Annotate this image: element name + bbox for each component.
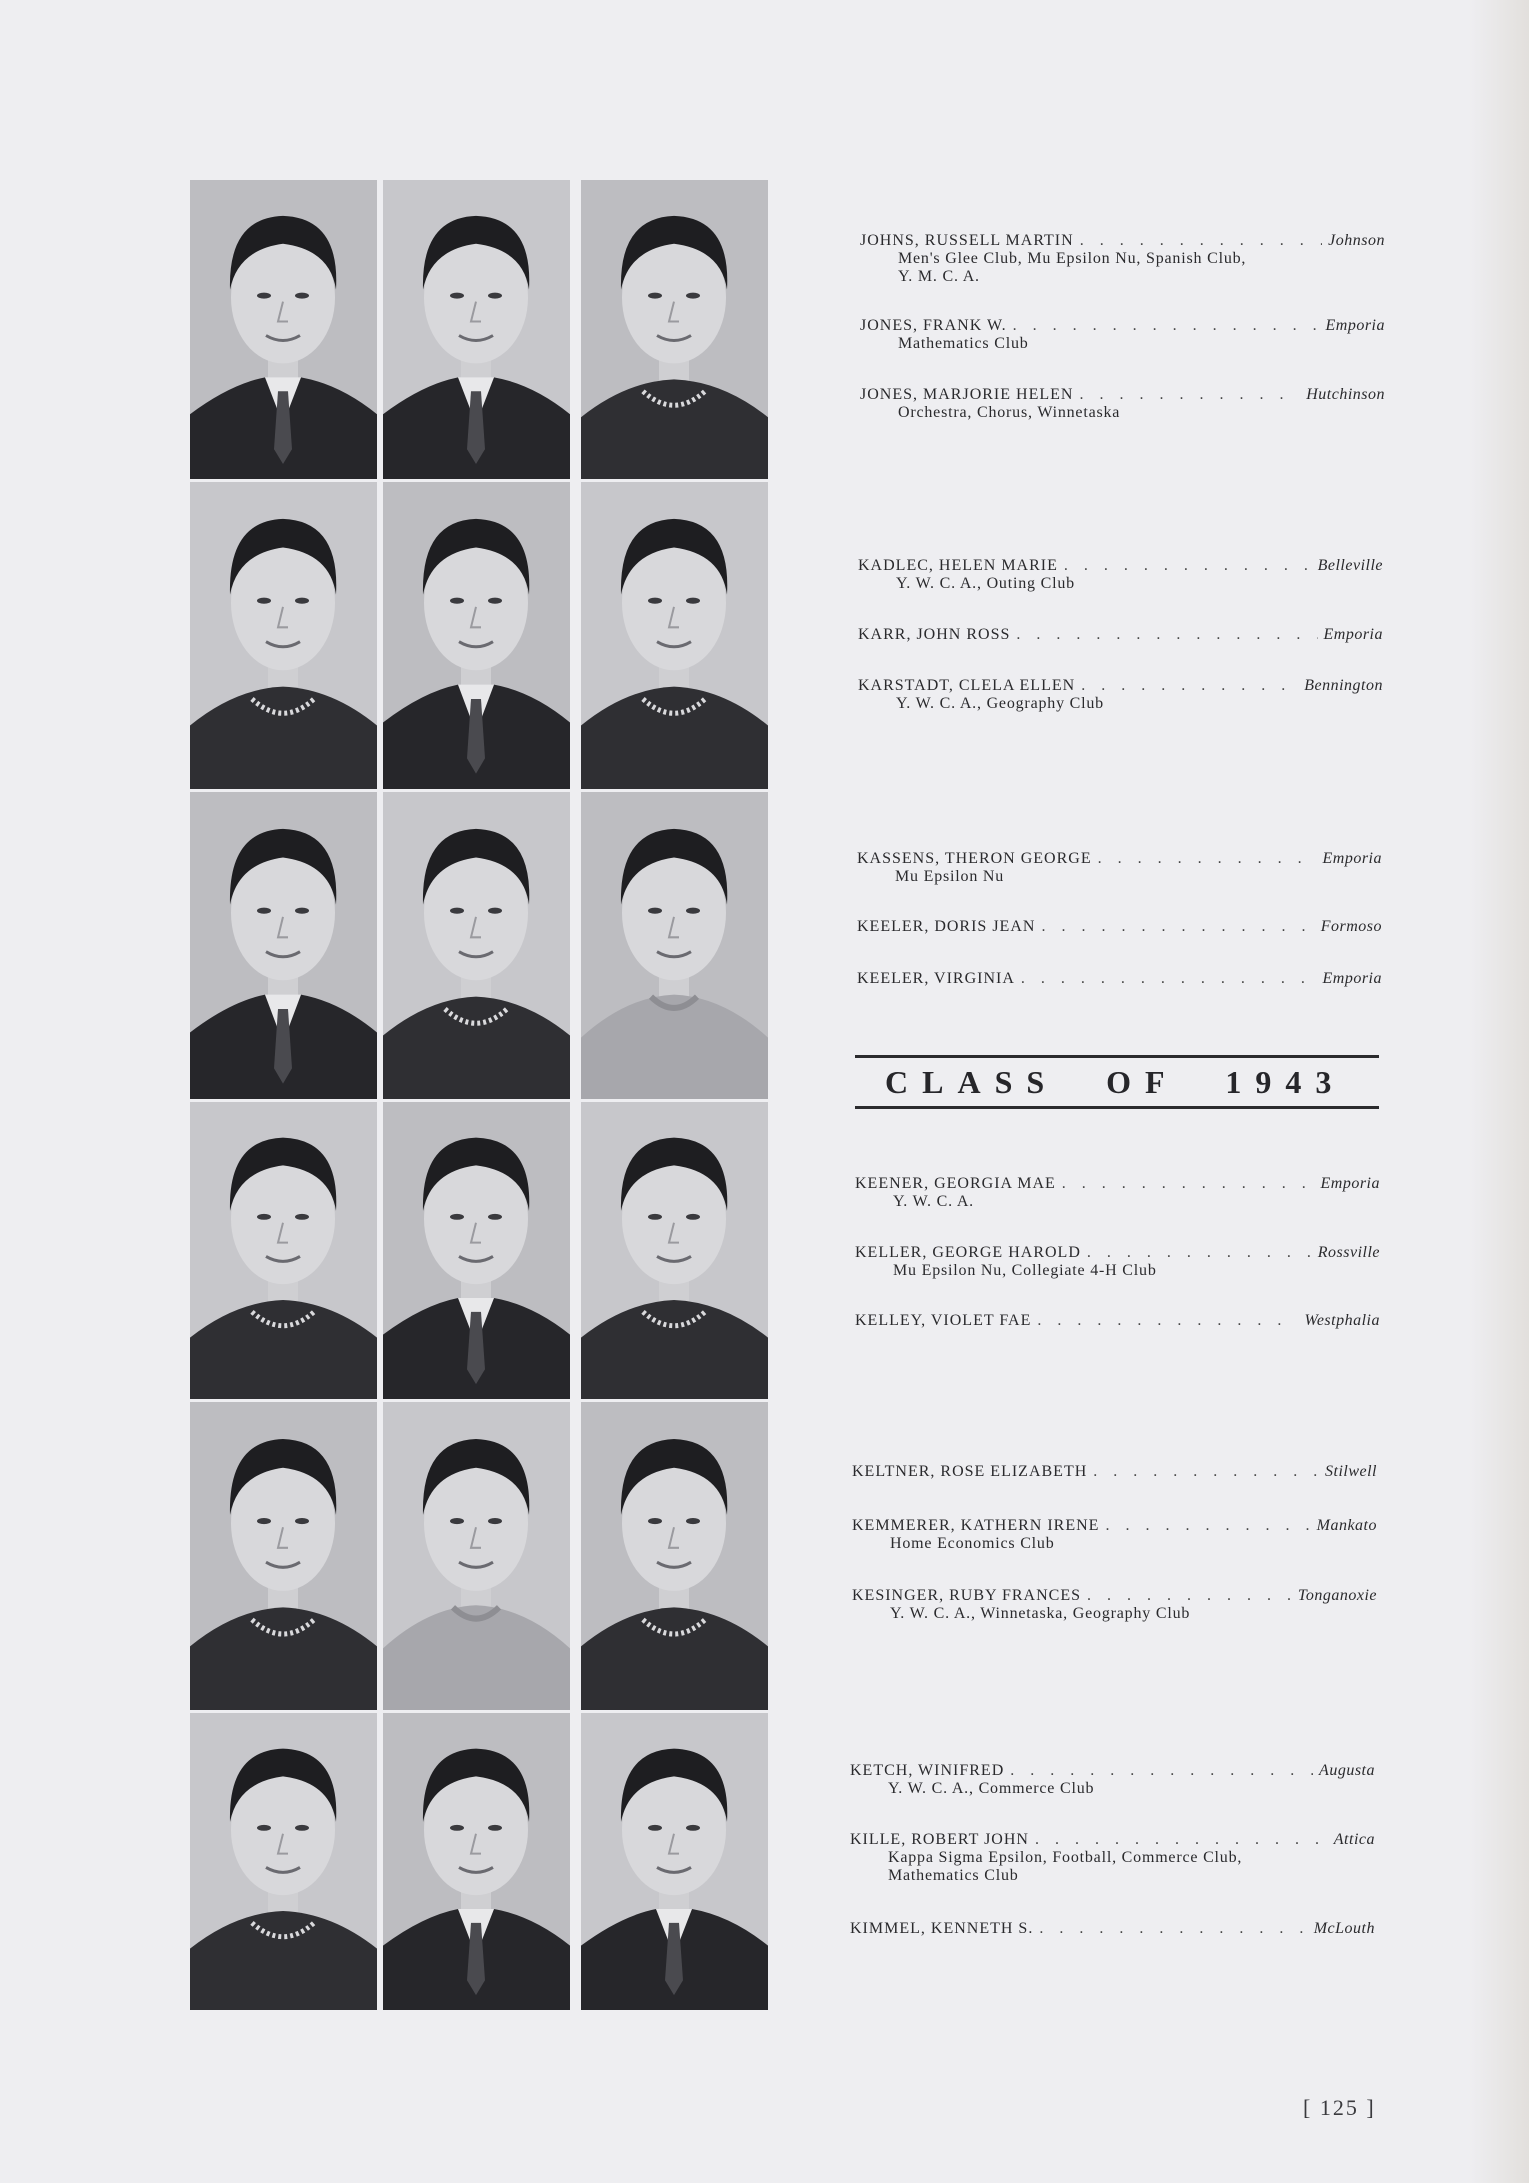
roster-entry [852,1463,1377,1481]
hometown: Emporia [1322,970,1382,987]
activities: Y. W. C. A. [893,1193,974,1210]
student-name: JOHNS, RUSSELL MARTIN [860,232,1074,249]
student-name: KASSENS, THERON GEORGE [857,850,1092,867]
portrait-photo [383,1102,570,1399]
hometown: Rossville [1317,1244,1380,1261]
portrait-photo [581,1713,768,2010]
roster-entry [860,386,1385,422]
leader-dots [1035,1831,1328,1849]
student-name: KADLEC, HELEN MARIE [858,557,1058,574]
portrait-photo [581,482,768,789]
student-name: KETCH, WINIFRED [850,1762,1005,1779]
portrait-photo [581,1102,768,1399]
class-heading [855,1055,1379,1109]
portrait-photo [190,792,377,1099]
activities: Kappa Sigma Epsilon, Football, Commerce Club, Mathematics Club [888,1849,1243,1884]
roster-entry [857,970,1382,988]
student-name: KEELER, DORIS JEAN [857,918,1036,935]
roster-entry [852,1587,1377,1623]
roster-entry [857,850,1382,886]
leader-dots [1010,1762,1313,1780]
portrait-photo [190,180,377,479]
hometown: Emporia [1323,626,1383,643]
student-name: KEELER, VIRGINIA [857,970,1015,987]
portrait-photo [383,1713,570,2010]
roster-entry [855,1175,1380,1211]
student-name: KELTNER, ROSE ELIZABETH [852,1463,1088,1480]
roster-entry [860,232,1385,286]
student-name: KIMMEL, KENNETH S. [850,1920,1034,1937]
leader-dots [1013,317,1320,335]
leader-dots [1062,1175,1315,1193]
hometown: Bennington [1304,677,1383,694]
roster-entry [850,1762,1375,1798]
portrait-photo [383,1402,570,1710]
roster-entry [852,1517,1377,1553]
roster-entry [850,1831,1375,1885]
activities: Y. W. C. A., Outing Club [896,575,1075,592]
portrait-photo [190,1402,377,1710]
leader-dots [1087,1587,1292,1605]
roster-entry [858,677,1383,713]
hometown: Westphalia [1304,1312,1380,1329]
roster-entry [850,1920,1375,1938]
hometown: Stilwell [1325,1463,1377,1480]
student-name: JONES, FRANK W. [860,317,1007,334]
portrait-photo [581,180,768,479]
student-name: KESINGER, RUBY FRANCES [852,1587,1081,1604]
portrait-photo [581,1402,768,1710]
leader-dots [1080,232,1322,250]
leader-dots [1021,970,1317,988]
hometown: Formoso [1320,918,1382,935]
leader-dots [1098,850,1317,868]
portrait-photo [190,1713,377,2010]
page-number: [ 125 ] [1303,2095,1376,2120]
activities: Home Economics Club [890,1535,1055,1552]
student-name: KARR, JOHN ROSS [858,626,1011,643]
roster-entry [857,918,1382,936]
student-name: KARSTADT, CLELA ELLEN [858,677,1076,694]
activities: Y. W. C. A., Commerce Club [888,1780,1095,1797]
student-name: KEENER, GEORGIA MAE [855,1175,1056,1192]
portrait-photo [190,1102,377,1399]
roster-entry [855,1312,1380,1330]
hometown: Emporia [1320,1175,1380,1192]
activities: Y. W. C. A., Geography Club [896,695,1104,712]
leader-dots [1079,386,1300,404]
roster-entry [858,626,1383,644]
activities: Men's Glee Club, Mu Epsilon Nu, Spanish Club, Y. M. C. A. [898,250,1247,285]
activities: Orchestra, Chorus, Winnetaska [898,404,1121,421]
portrait-grid [190,180,775,2013]
leader-dots [1016,626,1317,644]
leader-dots [1039,1920,1307,1938]
hometown: Attica [1333,1831,1375,1848]
hometown: McLouth [1313,1920,1375,1937]
leader-dots [1041,918,1314,936]
hometown: Tonganoxie [1297,1587,1377,1604]
student-name: JONES, MARJORIE HELEN [860,386,1074,403]
leader-dots [1064,557,1312,575]
activities: Mu Epsilon Nu [895,868,1005,885]
roster-entry [855,1244,1380,1280]
hometown: Hutchinson [1306,386,1385,403]
leader-dots [1037,1312,1298,1330]
leader-dots [1081,677,1298,695]
hometown: Belleville [1317,557,1383,574]
portrait-photo [383,792,570,1099]
activities: Y. W. C. A., Winnetaska, Geography Club [890,1605,1191,1622]
portrait-photo [190,482,377,789]
student-name: KELLEY, VIOLET FAE [855,1312,1032,1329]
portrait-photo [383,180,570,479]
portrait-photo [383,482,570,789]
activities: Mathematics Club [898,335,1029,352]
class-heading-text: CLASS OF 1943 [885,1064,1346,1100]
leader-dots [1093,1463,1319,1481]
activities: Mu Epsilon Nu, Collegiate 4-H Club [893,1262,1157,1279]
portrait-photo [581,792,768,1099]
roster-entry [858,557,1383,593]
page-edge [1469,0,1529,2183]
hometown: Emporia [1325,317,1385,334]
roster-entry [860,317,1385,353]
leader-dots [1087,1244,1312,1262]
student-name: KELLER, GEORGE HAROLD [855,1244,1081,1261]
leader-dots [1105,1517,1310,1535]
student-name: KILLE, ROBERT JOHN [850,1831,1029,1848]
hometown: Mankato [1316,1517,1377,1534]
hometown: Emporia [1322,850,1382,867]
hometown: Augusta [1319,1762,1375,1779]
student-name: KEMMERER, KATHERN IRENE [852,1517,1100,1534]
hometown: Johnson [1328,232,1385,249]
